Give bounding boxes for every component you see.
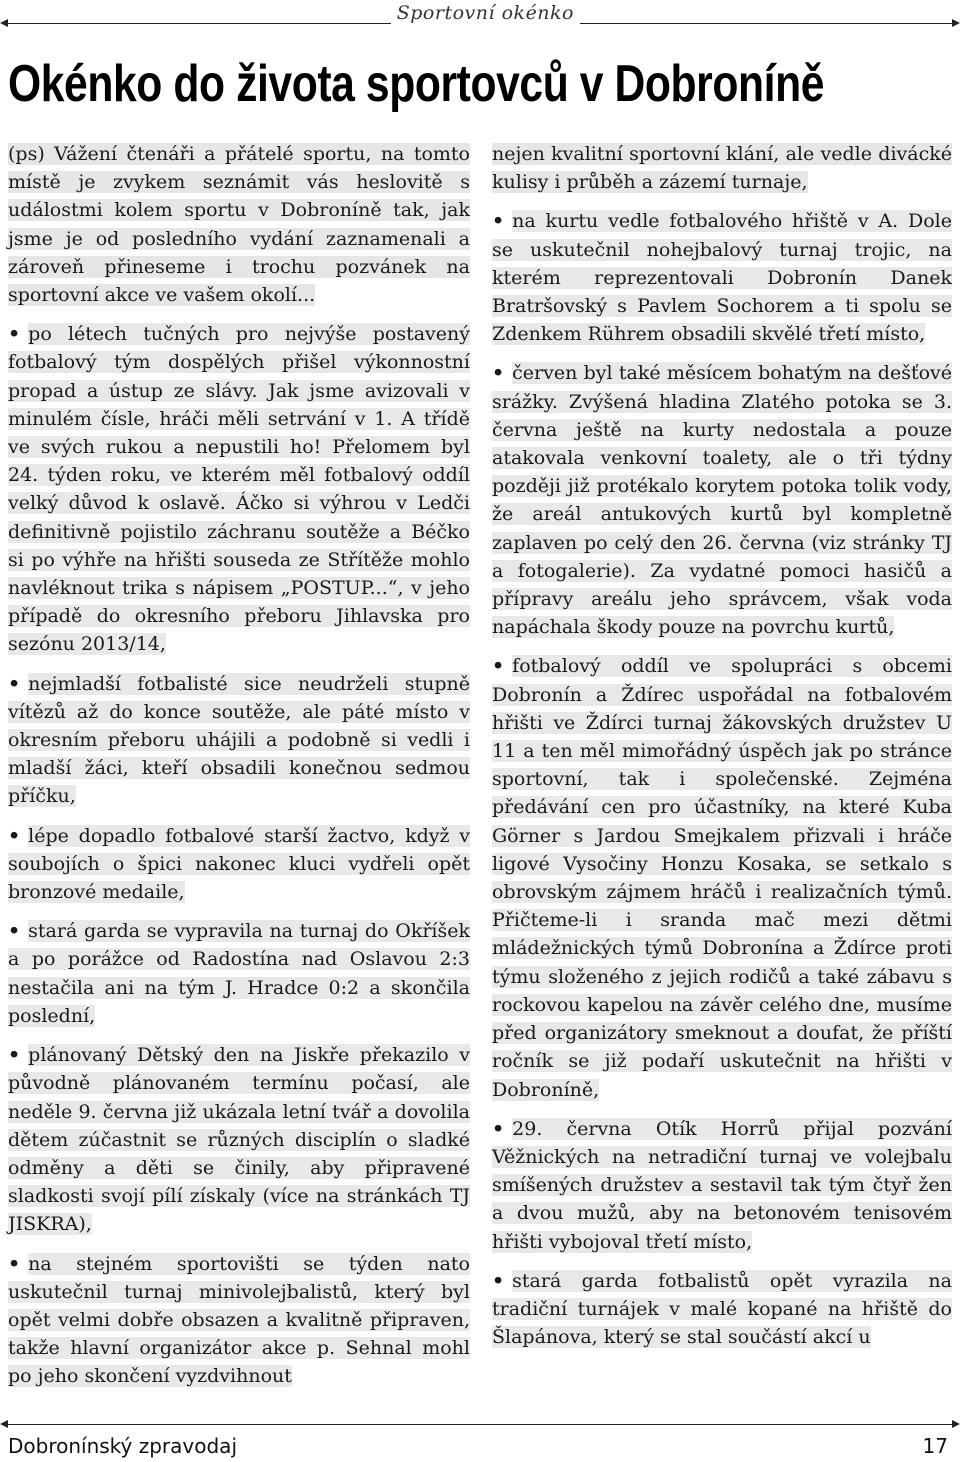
list-item: [8, 1041, 470, 1238]
bullet-icon: •: [8, 1044, 21, 1067]
footer-rule: [8, 1424, 952, 1425]
bullet-icon: •: [492, 655, 505, 678]
bullet-icon: •: [8, 323, 21, 346]
list-item: [492, 359, 952, 641]
list-item: [8, 917, 470, 1030]
bullet-icon: •: [8, 920, 21, 943]
publication-name: Dobronínský zpravodaj: [8, 1434, 237, 1458]
list-item: [492, 1267, 952, 1352]
list-item-text: 29. června Otík Horrů přijal pozvání Věžnických na netradiční turnaj ve volejbalu smíšených družstev a sestavil tak tým čtyř žen a dvou mužů, aby na betonovém tenisovém hřišti vybojoval třetí místo,: [492, 1117, 952, 1253]
article-title: Okénko do života sportovců v Dobroníně: [8, 55, 825, 113]
continuation-paragraph: [492, 140, 952, 196]
left-column: [8, 140, 470, 1402]
bullet-icon: •: [8, 672, 21, 695]
list-item-text: stará garda se vypravila na turnaj do Okříšek a po porážce od Radostína nad Oslavou 2:3 nestačila ani na tým J. Hradce 0:2 a skončila poslední,: [8, 920, 470, 1027]
bullet-icon: •: [492, 362, 505, 385]
list-item-text: po létech tučných pro nejvýše postavený fotbalový tým dospělých přišel výkonnostní propad a ústup ze slávy. Jak jsme avizovali v minulém čísle, hráči měli setrvání v 1. A třídě ve svých rukou a nepustili ho! Přelomem byl 24. týden roku, ve kterém měl fotbalový oddíl velký důvod k oslavě. Áčko si výhrou v Ledči definitivně pojistilo záchranu soutěže a Béčko si po výhře na hřišti souseda ze Střítěže mohlo navléknout trika s nápisem „POSTUP...“, v jeho případě do okresního přeboru Jihlavska pro sezónu 2013/14,: [8, 323, 470, 656]
list-item: [8, 822, 470, 907]
list-item-text: fotbalový oddíl ve spolupráci s obcemi Dobronín a Ždírec uspořádal na fotbalovém hřišti ve Ždírci turnaj žákovských družstev U 11 a ten měl mimořádný úspěch jak po stránce sportovní, tak i společenské. Zejména předávání cen pro účastníky, na které Kuba Görner s Jardou Smejkalem přizvali i hráče ligové Vysočiny Honzu Kosaka, se setkalo s obrovským zájmem hráčů i realizačních týmů. Přičteme-li i sranda mač mezi dětmi mládežnických týmů Dobronína a Ždírce proti týmu složeného z jejich rodičů a také zábavu s rockovou kapelou na závěr celého dne, musíme před organizátory smeknout a doufat, že příští ročník se již podaří uskutečnit na hřišti v Dobroníně,: [492, 655, 952, 1101]
bullet-icon: •: [8, 824, 21, 847]
list-item-text: lépe dopadlo fotbalové starší žactvo, když v soubojích o špici nakonec kluci vydřeli opět bronzové medaile,: [8, 824, 470, 904]
list-item-text: na kurtu vedle fotbalového hřiště v A. Dole se uskutečnil nohejbalový turnaj trojic, na kterém reprezentovali Dobronín Danek Bratršovský s Pavlem Sochorem a ti spolu se Zdenkem Rührem obsadili skvělé třetí místo,: [492, 210, 952, 346]
list-item-text: červen byl také měsícem bohatým na dešťové srážky. Zvýšená hladina Zlatého potoka se 3. června ještě na kurty nedostala a pouze atakovala venkovní toalety, ale o tři týdny později již protékalo korytem potoka tolik vody, že areál antukových kurtů byl kompletně zaplaven po celý den 26. června (viz stránky TJ a fotogalerie). Za vydatné pomoci hasičů a přípravy areálu jeho správcem, však voda napáchala škody pouze na povrchu kurtů,: [492, 362, 952, 639]
list-item-text: nejmladší fotbalisté sice neudrželi stupně vítězů až do konce soutěže, ale páté místo v okresním přeboru uhájili a podobně si vedli i mladší žáci, kteří obsadili konečnou sedmou příčku,: [8, 672, 470, 808]
list-item: [8, 670, 470, 811]
right-column: [492, 140, 952, 1362]
list-item: [8, 320, 470, 658]
list-item: [492, 652, 952, 1103]
page-number: 17: [922, 1434, 948, 1458]
bullet-icon: •: [492, 1269, 505, 1292]
list-item: [492, 1115, 952, 1256]
list-item: [8, 1250, 470, 1391]
intro-paragraph: [8, 140, 470, 309]
list-item-text: stará garda fotbalistů opět vyrazila na tradiční turnájek v malé kopané na hřiště do Šlapánova, který se stal součástí akcí u: [492, 1269, 952, 1349]
continuation-text: nejen kvalitní sportovní klání, ale vedle divácké kulisy i průběh a zázemí turnaje,: [492, 143, 952, 194]
intro-text: (ps) Vážení čtenáři a přátelé sportu, na tomto místě je zvykem seznámit vás heslovitě s událostmi kolem sportu v Dobroníně tak, jak jsme je od posledního vydání zaznamenali a zároveň přineseme i trochu pozvánek na sportovní akce ve vašem okolí...: [8, 143, 470, 307]
bullet-icon: •: [492, 210, 505, 233]
section-label: Sportovní okénko: [391, 2, 580, 24]
list-item-text: na stejném sportovišti se týden nato uskutečnil turnaj minivolejbalistů, který byl opět velmi dobře obsazen a kvalitně připraven, takže hlavní organizátor akce p. Sehnal mohl po jeho skončení vyzdvihnout: [8, 1252, 470, 1388]
list-item-text: plánovaný Dětský den na Jiskře překazilo v původně plánovaném termínu počasí, ale neděle 9. června již ukázala letní tvář a dovolila dětem zúčastnit se různých disciplín o sladké odměny a děti se činily, aby připravené sladkosti svojí pílí získaly (více na stránkách TJ JISKRA),: [8, 1044, 470, 1236]
bullet-icon: •: [492, 1117, 505, 1140]
list-item: [492, 207, 952, 348]
bullet-icon: •: [8, 1252, 21, 1275]
